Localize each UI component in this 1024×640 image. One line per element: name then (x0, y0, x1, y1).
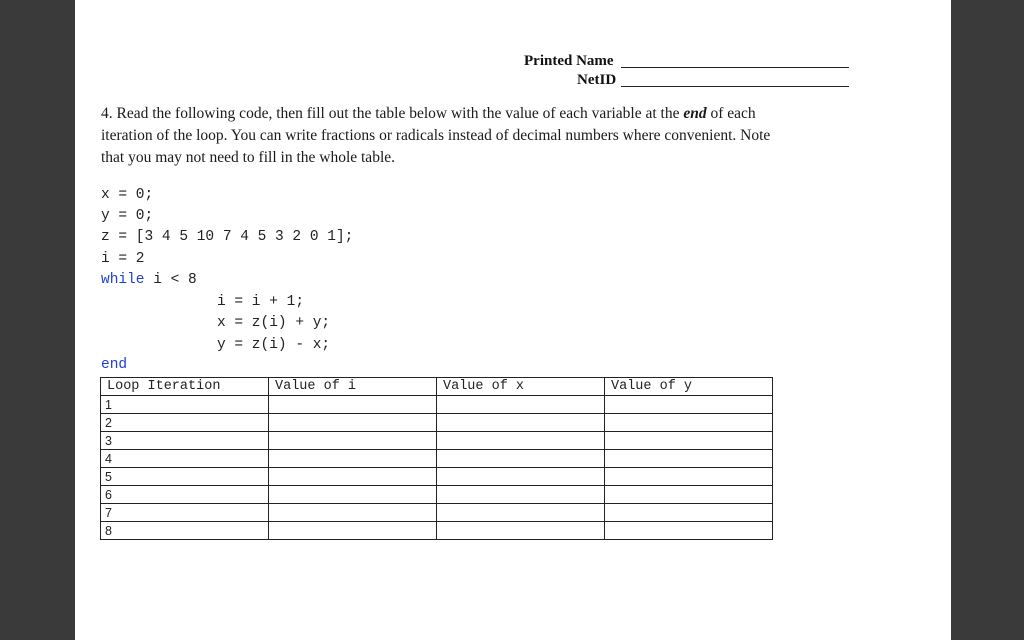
iteration-number: 1 (101, 396, 269, 414)
cell-value-x[interactable] (437, 396, 605, 414)
netid-label: NetID (577, 72, 617, 88)
code-while-line: while i < 8 (101, 272, 197, 288)
table-row (101, 432, 773, 450)
iteration-number: 8 (101, 522, 269, 540)
cell-value-y[interactable] (605, 450, 773, 468)
cell-value-x[interactable] (437, 450, 605, 468)
table-row (101, 468, 773, 486)
question-text: 4. Read the following code, then fill out the table below with the value of each variable at the end of each iteration of the loop. You can write fractions or radicals instead of decimal numbers where convenient. Note that you may not need to fill in the whole table. (101, 105, 771, 166)
cell-value-y[interactable] (605, 486, 773, 504)
table-row (101, 450, 773, 468)
cell-value-y[interactable] (605, 432, 773, 450)
cell-value-i[interactable] (269, 450, 437, 468)
answer-table (100, 377, 773, 540)
cell-value-x[interactable] (437, 468, 605, 486)
cell-value-x[interactable] (437, 522, 605, 540)
header-loop-iteration: Loop Iteration (101, 378, 269, 396)
cell-value-y[interactable] (605, 396, 773, 414)
document-page (75, 0, 951, 640)
cell-value-i[interactable] (269, 468, 437, 486)
iteration-number: 3 (101, 432, 269, 450)
cell-value-i[interactable] (269, 504, 437, 522)
iteration-number: 7 (101, 504, 269, 522)
table-row (101, 396, 773, 414)
iteration-number: 4 (101, 450, 269, 468)
cell-value-i[interactable] (269, 414, 437, 432)
code-body-line-2: x = z(i) + y; (217, 315, 331, 331)
code-body-line-1: i = i + 1; (217, 294, 305, 310)
cell-value-x[interactable] (437, 432, 605, 450)
cell-value-y[interactable] (605, 468, 773, 486)
header-value-i: Value of i (269, 378, 437, 396)
while-keyword: while (101, 272, 145, 288)
iteration-number: 6 (101, 486, 269, 504)
table-row (101, 522, 773, 540)
cell-value-x[interactable] (437, 504, 605, 522)
cell-value-y[interactable] (605, 522, 773, 540)
iteration-number: 5 (101, 468, 269, 486)
table-row (101, 504, 773, 522)
cell-value-y[interactable] (605, 504, 773, 522)
table-row (101, 414, 773, 432)
code-line-3: z = [3 4 5 10 7 4 5 3 2 0 1]; (101, 229, 354, 245)
iteration-number: 2 (101, 414, 269, 432)
code-line-4: i = 2 (101, 251, 145, 267)
printed-name-label: Printed Name (524, 53, 614, 69)
header-value-y: Value of y (605, 378, 773, 396)
cell-value-y[interactable] (605, 414, 773, 432)
end-keyword: end (101, 357, 128, 373)
cell-value-i[interactable] (269, 396, 437, 414)
table-header-row (101, 378, 773, 396)
table-row (101, 486, 773, 504)
cell-value-i[interactable] (269, 486, 437, 504)
cell-value-i[interactable] (269, 432, 437, 450)
cell-value-x[interactable] (437, 486, 605, 504)
header-value-x: Value of x (437, 378, 605, 396)
printed-name-line[interactable] (621, 67, 849, 68)
code-body-line-3: y = z(i) - x; (217, 337, 331, 353)
code-line-2: y = 0; (101, 208, 154, 224)
netid-line[interactable] (621, 86, 849, 87)
code-line-1: x = 0; (101, 187, 154, 203)
cell-value-x[interactable] (437, 414, 605, 432)
cell-value-i[interactable] (269, 522, 437, 540)
